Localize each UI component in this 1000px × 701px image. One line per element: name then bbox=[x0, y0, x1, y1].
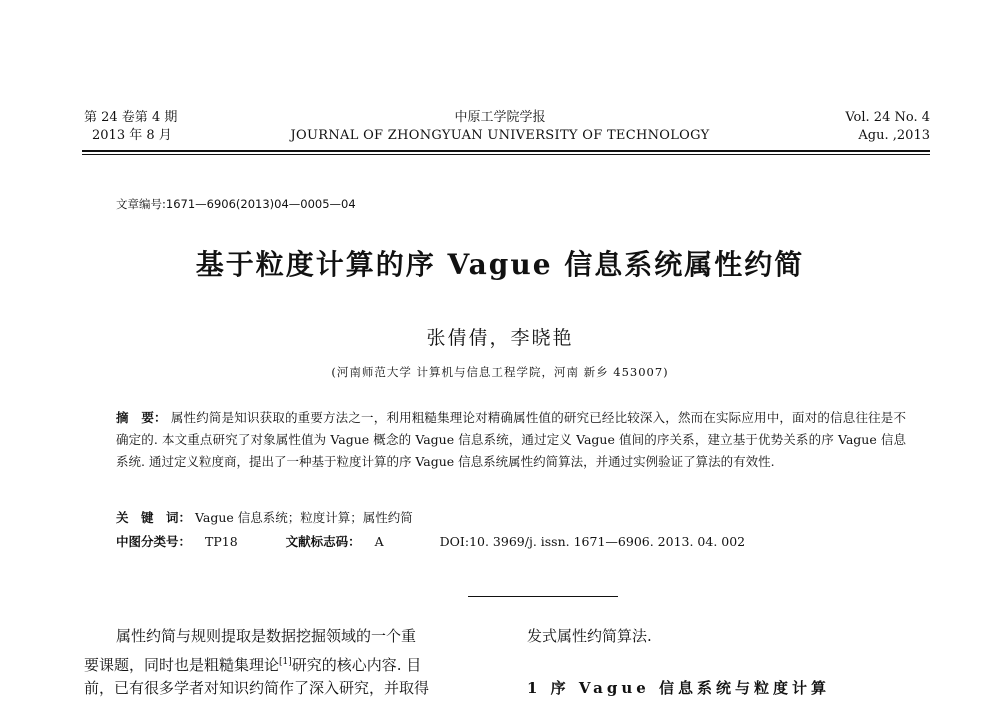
clc-label: 中图分类号： bbox=[116, 534, 192, 549]
journal-date: 2013 年 8 月 bbox=[92, 128, 172, 143]
article-id: 文章编号:1671—6906(2013)04—0005—04 bbox=[116, 197, 356, 211]
citation-ref: [1] bbox=[279, 657, 292, 667]
body-left-line1: 属性约简与规则提取是数据挖掘领域的一个重 bbox=[116, 627, 417, 645]
journal-name-cn: 中原工学院学报 bbox=[454, 110, 546, 125]
body-left-line3: 前，已有很多学者对知识约简作了深入研究，并取得 bbox=[84, 679, 430, 697]
journal-volume: 第 24 卷第 4 期 bbox=[84, 110, 178, 125]
section-heading: 1 序 Vague 信息系统与粒度计算 bbox=[527, 679, 831, 697]
header-rule-thin bbox=[82, 154, 930, 155]
keywords-label: 关 键 词： bbox=[116, 510, 192, 525]
body-text: 要课题，同时也是粗糙集理论 bbox=[84, 656, 280, 674]
abstract-block bbox=[116, 407, 906, 473]
classification-line bbox=[116, 532, 745, 550]
abstract-label: 摘 要： bbox=[116, 410, 167, 425]
journal-vol-en: Vol. 24 No. 4 bbox=[845, 110, 930, 125]
body-right-line1: 发式属性约简算法. bbox=[527, 627, 652, 645]
paper-title: 基于粒度计算的序 Vague 信息系统属性约简 bbox=[195, 248, 805, 281]
journal-name-en: JOURNAL OF ZHONGYUAN UNIVERSITY OF TECHNOLOGY bbox=[290, 128, 710, 143]
journal-date-en: Agu. ,2013 bbox=[858, 128, 930, 143]
paper-authors: 张倩倩，李晓艳 bbox=[426, 327, 574, 349]
section-divider bbox=[468, 596, 618, 597]
paper-affiliation: (河南师范大学 计算机与信息工程学院，河南 新乡 453007) bbox=[331, 365, 669, 379]
keywords-line bbox=[116, 508, 413, 526]
abstract-text: 属性约简是知识获取的重要方法之一，利用粗糙集理论对精确属性值的研究已经比较深入，然而在实际应用中，面对的信息往往是不确定的. 本文重点研究了对象属性值为 Vague 概念的 Vague 信息系统，通过定义 Vague 值间的序关系，建立基于优势关系的序 Vague 信息系统. 通过定义粒度商，提出了一种基于粒度计算的序 Vague 信息系统属性约简算法，并通过实例验证了算法的有效性. bbox=[116, 410, 906, 469]
body-text: 研究的核心内容. 目 bbox=[291, 656, 422, 674]
doi: DOI:10. 3969/j. issn. 1671—6906. 2013. 04. 002 bbox=[439, 534, 746, 549]
body-left-line2 bbox=[84, 649, 496, 678]
clc-value: TP18 bbox=[205, 534, 238, 549]
doc-code-label: 文献标志码： bbox=[285, 534, 361, 549]
doc-code-value: A bbox=[374, 534, 384, 549]
keywords-text: Vague 信息系统；粒度计算；属性约简 bbox=[195, 510, 413, 525]
header-rule-thick bbox=[82, 150, 930, 152]
